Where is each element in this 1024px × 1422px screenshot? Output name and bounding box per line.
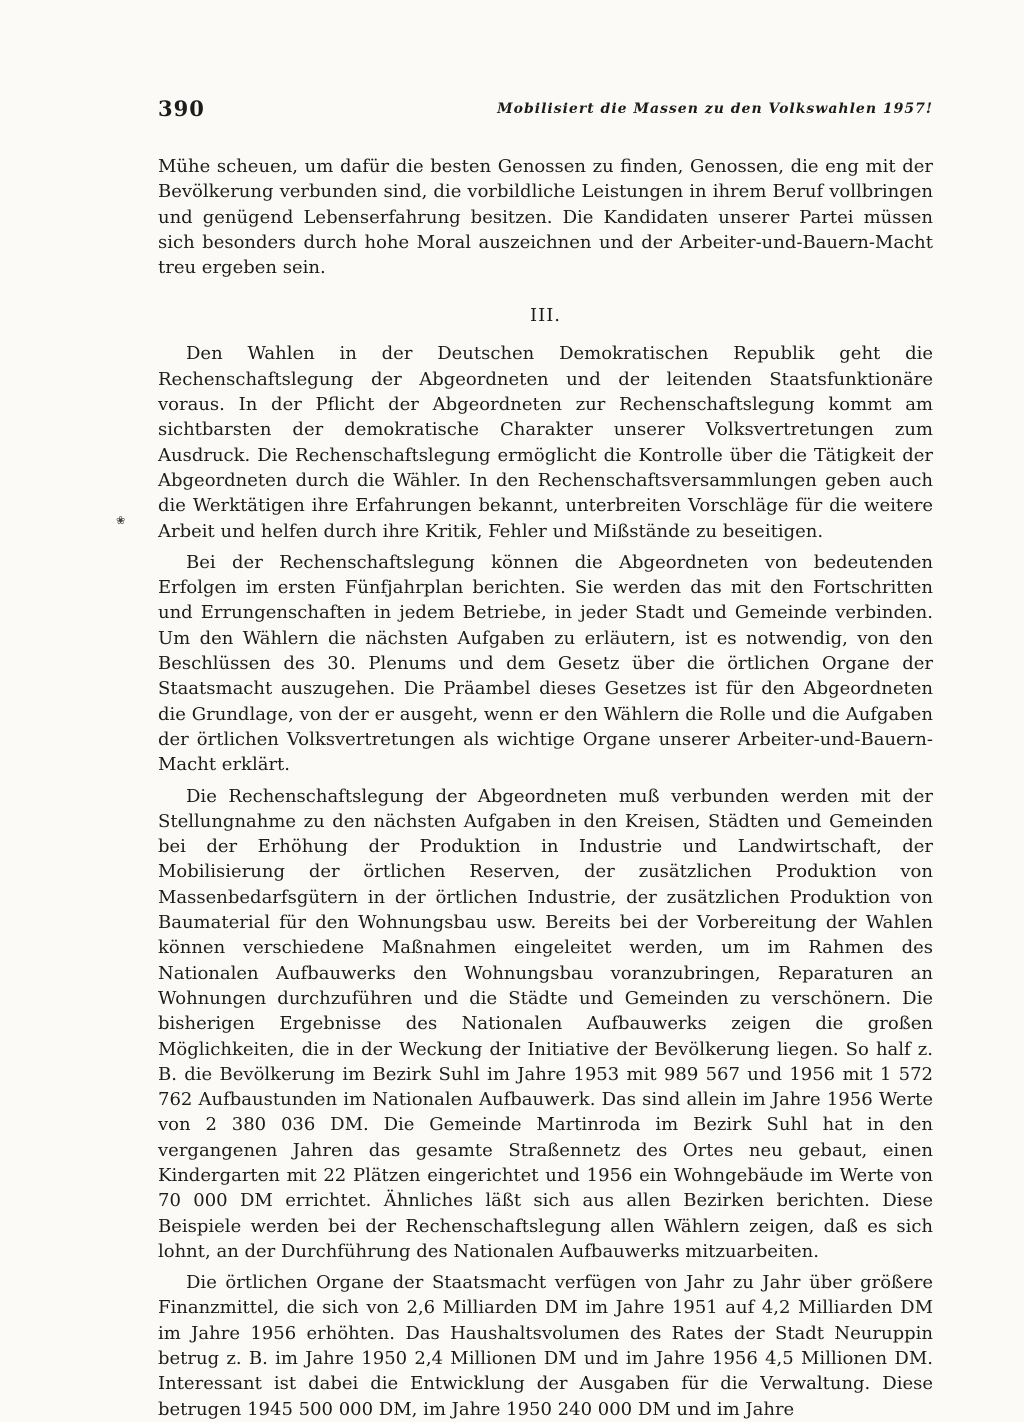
page-header — [158, 96, 933, 130]
paragraph: Die örtlichen Organe der Staatsmacht verfügen von Jahr zu Jahr über größere Finanzmittel, die sich von 2,6 Milliarden DM im Jahre 1951 auf 4,2 Milliarden DM im Jahre 1956 erhöhten. Das Haushaltsvolumen des Rates der Stadt Neuruppin betrug z. B. im Jahre 1950 2,4 Millionen DM und im Jahre 1956 4,5 Millionen DM. Interessant ist dabei die Entwicklung der Ausgaben für die Verwaltung. Diese betrugen 1945 500 000 DM, im Jahre 1950 240 000 DM und im Jahre — [158, 1272, 933, 1420]
body-text — [158, 154, 933, 1422]
margin-mark: ❀ — [116, 514, 126, 527]
paragraph: Die Rechenschaftslegung der Abgeordneten muß verbunden werden mit der Stellungnahme zu den nächsten Aufgaben in den Kreisen, Städten und Gemeinden bei der Erhöhung der Produktion in Industrie und Landwirtschaft, der Mobilisierung der örtlichen Reserven, der zusätzlichen Produktion von Massenbedarfsgütern in der örtlichen Industrie, der zusätzlichen Produktion von Baumaterial für den Wohnungsbau usw. Bereits bei der Vorbereitung der Wahlen können verschiedene Maßnahmen eingeleitet werden, um im Rahmen des Nationalen Aufbauwerks den Wohnungsbau voranzubringen, Reparaturen an Wohnungen durchzuführen und die Städte und Gemeinden zu verschönern. Die bisherigen Ergebnisse des Nationalen Aufbauwerks zeigen die großen Möglichkeiten, die in der Weckung der Initiative der Bevölkerung liegen. So half z. B. die Bevölkerung im Bezirk Suhl im Jahre 1953 mit 989 567 und 1956 mit 1 572 762 Aufbaustunden im Nationalen Aufbauwerk. Das sind allein im Jahre 1956 Werte von 2 380 036 DM. Die Gemeinde Martinroda im Bezirk Suhl hat in den vergangenen Jahren das gesamte Straßennetz des Ortes neu gebaut, einen Kindergarten mit 22 Plätzen eingerichtet und 1956 ein Wohngebäude im Werte von 70 000 DM errichtet. Ähnliches läßt sich aus allen Bezirken berichten. Diese Beispiele werden bei der Rechenschaftslegung allen Wählern zeigen, daß es sich lohnt, an der Durchführung des Nationalen Aufbauwerks mitzuarbeiten. — [158, 785, 933, 1262]
running-title: Mobilisiert die Massen zu den Volkswahlen 1957! — [497, 101, 933, 117]
paragraph-continued: Mühe scheuen, um dafür die besten Genossen zu finden, Genossen, die eng mit der Bevölkerung verbunden sind, die vorbildliche Leistungen in ihrem Beruf vollbringen und genügend Lebenserfahrung besitzen. Die Kandidaten unserer Partei müssen sich besonders durch hohe Moral auszeichnen und der Arbeiter-und-Bauern-Macht treu ergeben sein. — [158, 156, 933, 279]
section-heading: III. — [529, 305, 562, 327]
paragraph: Den Wahlen in der Deutschen Demokratischen Republik geht die Rechenschaftslegung der Abgeordneten und der leitenden Staatsfunktionäre voraus. In der Pflicht der Abgeordneten zur Rechenschaftslegung kommt am sichtbarsten der demokratische Charakter unserer Volksvertretungen zum Ausdruck. Die Rechenschaftslegung ermöglicht die Kontrolle über die Tätigkeit der Abgeordneten durch die Wähler. In den Rechenschaftsversammlungen geben auch die Werktätigen ihre Erfahrungen bekannt, unterbreiten Vorschläge für die weitere Arbeit und helfen durch ihre Kritik, Fehler und Mißstände zu beseitigen. — [158, 343, 933, 542]
paragraph: Bei der Rechenschaftslegung können die Abgeordneten von bedeutenden Erfolgen im ersten Fünfjahrplan berichten. Sie werden das mit den Fortschritten und Errungenschaften in jedem Betriebe, in jeder Stadt und Gemeinde verbinden. Um den Wählern die nächsten Aufgaben zu erläutern, ist es notwendig, von den Beschlüssen des 30. Plenums und dem Gesetz über die örtlichen Organe der Staatsmacht auszugehen. Die Präambel dieses Gesetzes ist für den Abgeordneten die Grundlage, von der er ausgeht, wenn er den Wählern die Rolle und die Aufgaben der örtlichen Volksvertretungen als wichtige Organe unserer Arbeiter-und-Bauern-Macht erklärt. — [158, 551, 933, 776]
book-page — [158, 96, 933, 1422]
page-number: 390 — [158, 96, 205, 121]
